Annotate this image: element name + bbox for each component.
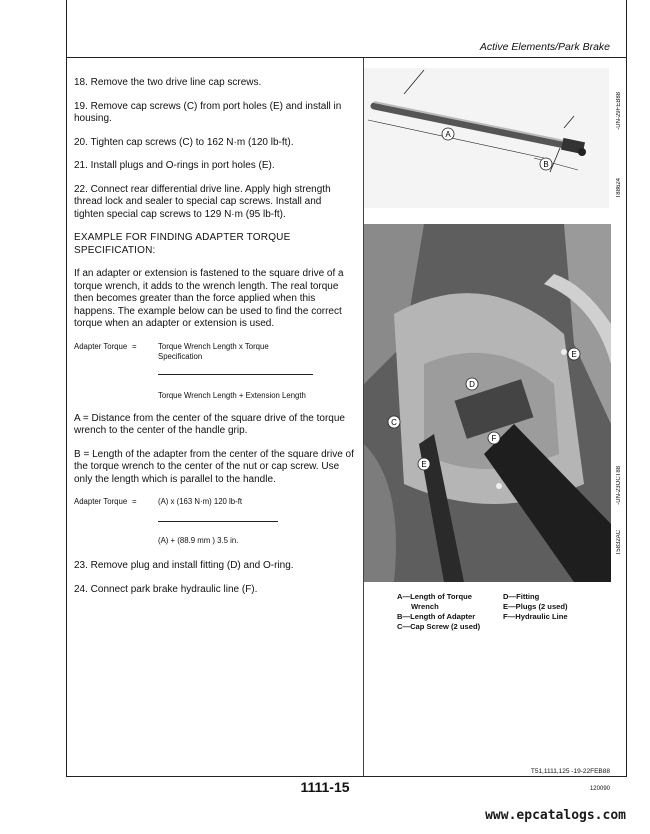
figure-code: T5832AC (616, 530, 622, 556)
page-number: 1111-15 (300, 779, 350, 795)
website-watermark[interactable]: www.epcatalogs.com (485, 808, 626, 823)
hydraulic-fitting-photo (364, 224, 611, 582)
formula-denominator: (A) + (88.9 mm ) 3.5 in. (158, 536, 239, 545)
frame-line (66, 58, 67, 776)
callout-e: E (421, 460, 427, 469)
frame-line (626, 58, 627, 776)
legend-item: Wrench (411, 602, 439, 611)
callout-e: E (571, 350, 577, 359)
formula-label: Adapter Torque (74, 341, 128, 351)
definition-b: B = Length of the adapter from the center of the square drive of the torque wrench to the center of the nut or cap screw. Use only the length which is parallel to the handle. (74, 448, 354, 485)
figure-legend-col1 (397, 592, 480, 632)
example-heading: EXAMPLE FOR FINDING ADAPTER TORQUE SPECIFICATION: (74, 232, 291, 256)
step-23: 23. Remove plug and install fitting (D) and O-ring. (74, 560, 294, 571)
step-21: 21. Install plugs and O-rings in port holes (E). (74, 160, 275, 171)
figure-code: -UN-29FEB88 (616, 92, 622, 130)
formula-label: Adapter Torque (74, 497, 128, 506)
figure-code: -UN-23OCT88 (616, 466, 622, 505)
legend-item: A—Length of Torque (397, 592, 472, 601)
frame-line (66, 776, 627, 777)
torque-wrench-illustration (364, 68, 609, 208)
step-22: 22. Connect rear differential drive line. Apply high strength thread lock and sealer to special cap screws. Install and tighten special cap screws to 129 N·m (95 lb-ft). (74, 183, 331, 220)
step-18: 18. Remove the two drive line cap screws. (74, 77, 262, 88)
figure-code: T88624 (616, 178, 622, 199)
callout-a: A (445, 130, 451, 139)
formula-numerator: Torque Wrench Length x Torque Specification (158, 341, 269, 361)
fraction-line (158, 521, 278, 522)
formula-denominator: Torque Wrench Length + Extension Length (158, 390, 306, 400)
callout-f: F (491, 434, 497, 443)
frame-line (626, 0, 627, 58)
fraction-line (158, 374, 313, 375)
legend-item: B—Length of Adapter (397, 612, 476, 621)
formula-equals: = (132, 497, 137, 506)
step-20: 20. Tighten cap screws (C) to 162 N·m (120 lb-ft). (74, 136, 294, 148)
formula-2 (74, 497, 354, 521)
definition-a: A = Distance from the center of the square drive of the torque wrench to the center of the handle grip. (74, 412, 345, 436)
frame-line (66, 0, 67, 58)
footer-reference: T51,1111,125 -19-22FEB88 (530, 768, 610, 775)
formula-numerator: (A) x (163 N·m) 120 lb-ft (158, 497, 243, 506)
header-rule (66, 57, 627, 58)
page-header-title: Active Elements/Park Brake (479, 41, 610, 53)
callout-b: B (543, 160, 549, 169)
step-19: 19. Remove cap screws (C) from port holes (E) and install in housing. (74, 100, 342, 124)
figure-legend-col2 (503, 592, 568, 622)
legend-item: D—Fitting (503, 592, 540, 601)
step-24: 24. Connect park brake hydraulic line (F). (74, 583, 258, 595)
legend-item: E—Plugs (2 used) (503, 602, 568, 611)
legend-item: F—Hydraulic Line (503, 612, 568, 621)
legend-item: C—Cap Screw (2 used) (397, 622, 481, 631)
formula-1 (74, 342, 354, 374)
callout-d: D (469, 380, 475, 389)
instruction-column (74, 77, 354, 607)
formula-equals: = (132, 341, 137, 351)
intro-paragraph: If an adapter or extension is fastened to the square drive of a torque wrench, it adds to the wrench length. The real torque then becomes greater than the force applied when this happens. The example below can be used to find the correct torque when an adapter or extension is used. (74, 268, 344, 329)
callout-c: C (391, 418, 397, 427)
document-code: 120090 (589, 786, 610, 792)
